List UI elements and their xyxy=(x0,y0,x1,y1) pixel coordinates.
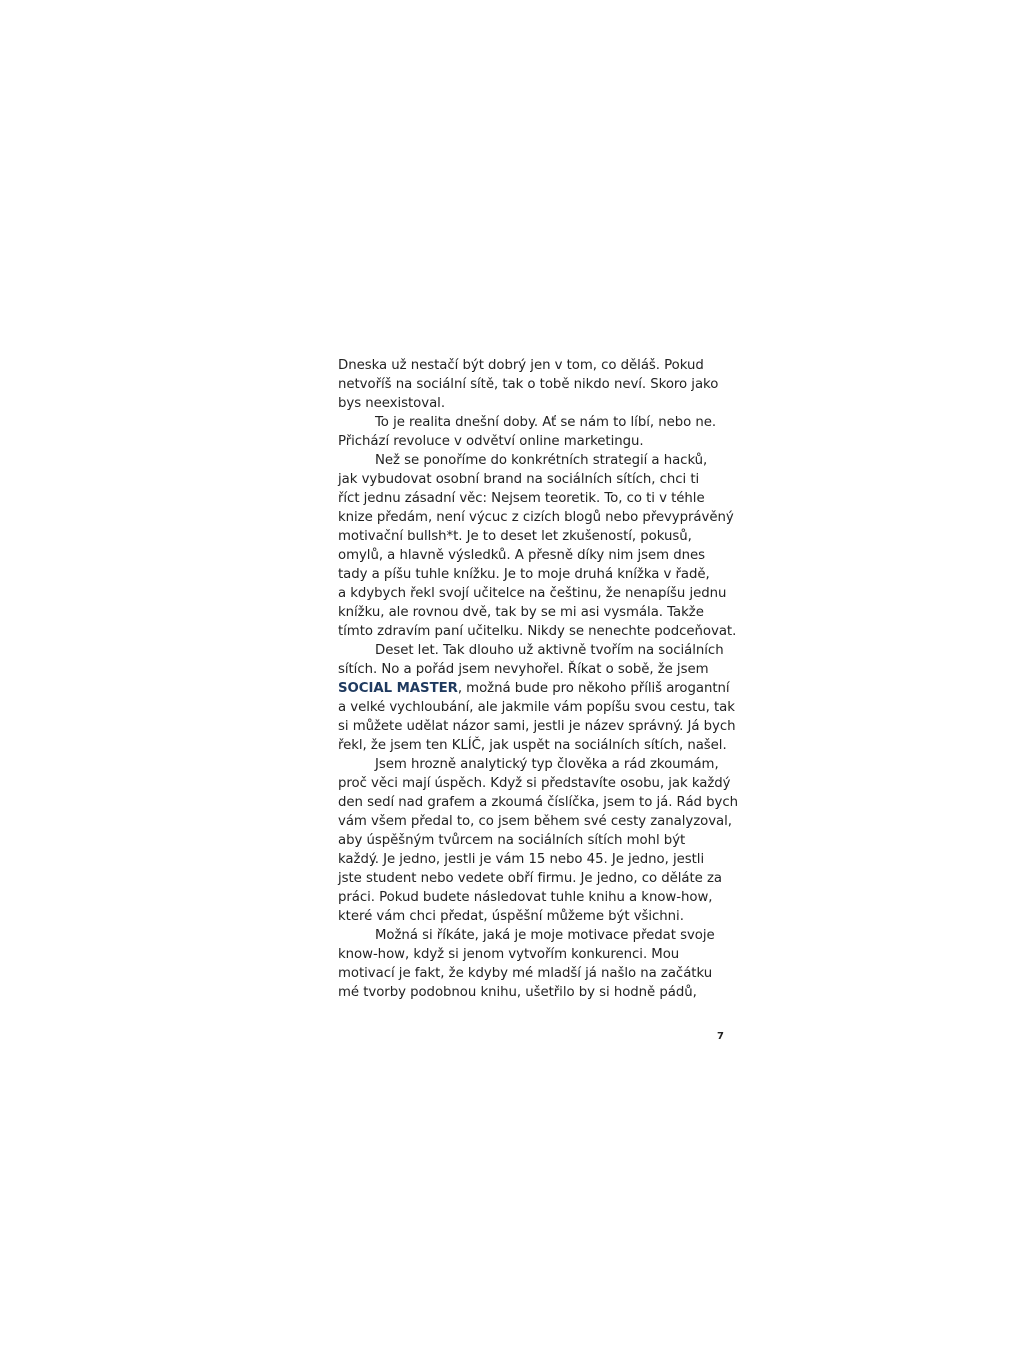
text-line xyxy=(338,603,722,622)
text-line-content: den sedí nad grafem a zkoumá číslíčka, jsem to já. Rád bych xyxy=(338,795,738,810)
text-line xyxy=(338,451,722,470)
text-line xyxy=(338,527,722,546)
text-line-content: práci. Pokud budete následovat tuhle knihu a know-how, xyxy=(338,890,713,905)
text-line xyxy=(338,375,722,394)
text-line-content: každý. Je jedno, jestli je vám 15 nebo 45. Je jedno, jestli xyxy=(338,852,705,867)
text-line xyxy=(338,508,734,527)
text-line-content: vám všem předal to, co jsem během své cesty zanalyzoval, xyxy=(338,814,732,829)
text-line-content: si můžete udělat názor sami, jestli je název správný. Já bych xyxy=(338,719,736,734)
text-line-content: netvoříš na sociální sítě, tak o tobě nikdo neví. Skoro jako xyxy=(338,377,719,392)
text-line-content: a kdybych řekl svojí učitelce na češtinu, že nenapíšu jednu xyxy=(338,586,727,601)
text-line-content: Jsem hrozně analytický typ člověka a rád zkoumám, xyxy=(375,757,719,772)
text-line-content: jak vybudovat osobní brand na sociálních sítích, chci ti xyxy=(338,472,700,487)
text-line xyxy=(338,489,722,508)
text-line-content: tady a píšu tuhle knížku. Je to moje druhá knížka v řadě, xyxy=(338,567,710,582)
text-line-content: Přichází revoluce v odvětví online marketingu. xyxy=(338,434,644,449)
text-line-content: , možná bude pro někoho příliš arogantní xyxy=(457,681,730,696)
text-line-content: říct jednu zásadní věc: Nejsem teoretik. To, co ti v téhle xyxy=(338,491,705,506)
text-line xyxy=(338,584,727,603)
text-line-content: know-how, když si jenom vytvořím konkurenci. Mou xyxy=(338,947,680,962)
text-line-content: aby úspěšným tvůrcem na sociálních sítích mohl být xyxy=(338,833,686,848)
text-line xyxy=(338,698,735,717)
text-line xyxy=(338,793,738,812)
text-line xyxy=(338,622,737,641)
text-line xyxy=(338,679,730,698)
text-line xyxy=(338,926,722,945)
text-line-content: motivací je fakt, že kdyby mé mladší já našlo na začátku xyxy=(338,966,713,981)
page-number: 7 xyxy=(717,1031,724,1042)
text-line xyxy=(338,413,722,432)
body-text xyxy=(338,356,738,1002)
text-line xyxy=(338,432,722,451)
text-line-content: proč věci mají úspěch. Když si představíte osobu, jak každý xyxy=(338,776,731,791)
text-line xyxy=(338,945,722,964)
text-line xyxy=(338,888,722,907)
text-line-content: mé tvorby podobnou knihu, ušetřilo by si hodně pádů, xyxy=(338,985,697,1000)
text-line xyxy=(338,850,722,869)
text-line-content: Než se ponoříme do konkrétních strategií a hacků, xyxy=(375,453,708,468)
text-line-content: tímto zdravím paní učitelku. Nikdy se nenechte podceňovat. xyxy=(338,624,737,639)
text-line-content: řekl, že jsem ten KLÍČ, jak uspět na sociálních sítích, našel. xyxy=(338,738,727,753)
text-line-content: motivační bullsh*t. Je to deset let zkušeností, pokusů, xyxy=(338,529,692,544)
text-line-content: knize předám, není výcuc z cizích blogů nebo převyprávěný xyxy=(338,510,734,525)
text-line-content: Deset let. Tak dlouho už aktivně tvořím na sociálních xyxy=(375,643,724,658)
text-line xyxy=(338,717,736,736)
text-line xyxy=(338,869,722,888)
text-line-content: bys neexistoval. xyxy=(338,396,445,411)
brand-name: SOCIAL MASTER xyxy=(338,681,458,696)
text-line xyxy=(338,812,732,831)
text-line xyxy=(338,983,722,1002)
text-line xyxy=(338,356,722,375)
text-line xyxy=(338,907,722,926)
text-line xyxy=(338,831,722,850)
text-line-content: které vám chci předat, úspěšní můžeme být všichni. xyxy=(338,909,684,924)
text-line-content: Možná si říkáte, jaká je moje motivace předat svoje xyxy=(375,928,715,943)
text-line xyxy=(338,394,722,413)
text-line-content: sítích. No a pořád jsem nevyhořel. Říkat o sobě, že jsem xyxy=(338,662,709,677)
text-line xyxy=(338,565,722,584)
text-line xyxy=(338,660,722,679)
text-line xyxy=(338,470,722,489)
text-line xyxy=(338,641,722,660)
text-line-content: omylů, a hlavně výsledků. A přesně díky nim jsem dnes xyxy=(338,548,705,563)
text-line-content: jste student nebo vedete obří firmu. Je jedno, co děláte za xyxy=(338,871,723,886)
text-line xyxy=(338,755,722,774)
text-line-content: Dneska už nestačí být dobrý jen v tom, co děláš. Pokud xyxy=(338,358,704,373)
text-line xyxy=(338,736,727,755)
text-line-content: a velké vychloubání, ale jakmile vám popíšu svou cestu, tak xyxy=(338,700,735,715)
text-line xyxy=(338,964,722,983)
text-line-content: To je realita dnešní doby. Ať se nám to líbí, nebo ne. xyxy=(375,415,717,430)
text-line xyxy=(338,774,731,793)
text-line xyxy=(338,546,722,565)
text-line-content: knížku, ale rovnou dvě, tak by se mi asi vysmála. Takže xyxy=(338,605,704,620)
